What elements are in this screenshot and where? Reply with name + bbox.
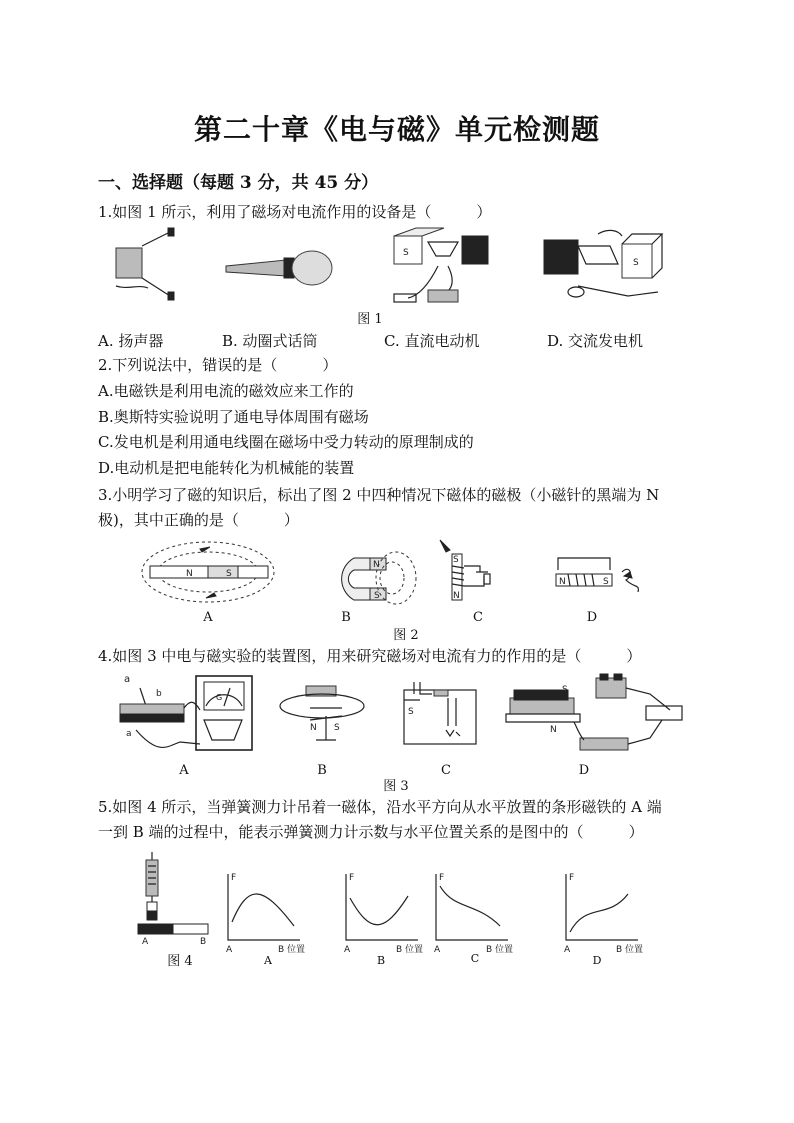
svg-text:a: a xyxy=(126,729,132,739)
svg-text:N: N xyxy=(186,569,193,579)
svg-text:N: N xyxy=(373,560,380,570)
fig4-graph-b xyxy=(344,873,423,955)
motor-magnet-left-top xyxy=(394,228,444,236)
q2-option-c: C.发电机是利用通电线圈在磁场中受力转动的原理制成的 xyxy=(98,433,474,451)
fig4-axis-f-label: F xyxy=(349,873,355,883)
mic-handle xyxy=(226,260,286,276)
svg-text:A: A xyxy=(142,937,149,947)
fig3-b-oersted-apparatus xyxy=(280,686,364,740)
section-heading: 一、选择题（每题 3 分，共 45 分） xyxy=(98,173,379,193)
generator-coil xyxy=(578,246,618,264)
fig2-d-coil xyxy=(556,558,638,592)
fig3-a-induction-apparatus xyxy=(120,674,252,750)
q2-option-a: A.电磁铁是利用电流的磁效应来工作的 xyxy=(98,382,354,400)
fig3-label-c: C xyxy=(441,763,451,778)
speaker-mount-top xyxy=(168,228,174,236)
figure-2-caption: 图 2 xyxy=(393,628,419,643)
speaker-magnet xyxy=(116,248,142,278)
fig4-axis-b-label: B 位置 xyxy=(278,945,306,955)
q1-option-b: B. 动圈式话筒 xyxy=(222,332,318,350)
svg-text:S: S xyxy=(603,577,609,587)
svg-text:S: S xyxy=(334,723,340,733)
svg-text:S: S xyxy=(374,591,380,601)
fig3-d-motor-model xyxy=(506,674,682,750)
figure-3 xyxy=(110,670,690,762)
motor-magnet-right xyxy=(462,236,488,264)
svg-text:S: S xyxy=(562,685,568,695)
fig3-c-electromagnet xyxy=(404,682,476,744)
q1-option-d: D. 交流发电机 xyxy=(547,332,644,350)
fig4-spring-scale-setup xyxy=(138,852,208,947)
fig4-axis-b-label: B 位置 xyxy=(616,945,644,955)
dc-motor-image xyxy=(394,228,488,302)
fig4-label-a: A xyxy=(264,954,272,967)
motor-battery xyxy=(428,290,458,302)
speaker-image xyxy=(116,228,174,300)
motor-coil xyxy=(428,242,458,256)
fig2-label-d: D xyxy=(586,610,598,625)
figure-3-caption: 图 3 xyxy=(383,779,409,794)
speaker-wire xyxy=(116,286,148,288)
fig4-label-d: D xyxy=(592,954,602,967)
svg-text:N: N xyxy=(550,725,557,735)
fig4-graph-a xyxy=(226,873,305,955)
svg-text:a: a xyxy=(124,674,131,685)
fig4-axis-b-label: B 位置 xyxy=(396,945,424,955)
fig4-graphs xyxy=(220,864,650,964)
fig3-label-b: B xyxy=(317,763,327,778)
fig2-label-a: A xyxy=(203,610,213,625)
svg-text:S: S xyxy=(226,569,232,579)
mic-head xyxy=(292,251,332,285)
q1-option-a: A. 扬声器 xyxy=(98,332,164,350)
fig2-c-solenoid xyxy=(440,540,490,601)
figure-2 xyxy=(140,536,640,608)
question-3-text-line2: 极)，其中正确的是（ ） xyxy=(98,511,299,529)
figure-4-caption: 图 4 xyxy=(167,954,193,969)
q1-option-c: C. 直流电动机 xyxy=(384,332,480,350)
svg-text:N: N xyxy=(310,723,317,733)
fig4-axis-f-label: F xyxy=(569,873,575,883)
fig4-graph-axes xyxy=(346,874,418,940)
svg-text:N: N xyxy=(453,591,460,601)
speaker-cone xyxy=(142,232,170,296)
fig4-axis-f-label: F xyxy=(231,873,237,883)
svg-text:G: G xyxy=(216,693,223,702)
question-4-text: 4.如图 3 中电与磁实验的装置图，用来研究磁场对电流有力的作用的是（ ） xyxy=(98,647,642,665)
fig4-axis-a-label: A xyxy=(344,945,351,955)
question-5-text-line1: 5.如图 4 所示，当弹簧测力计吊着一磁体，沿水平方向从水平放置的条形磁铁的 A 端 xyxy=(98,798,662,816)
svg-text:S: S xyxy=(453,555,459,565)
generator-rotation-arrow xyxy=(598,230,622,236)
fig4-graph-curve xyxy=(232,894,294,926)
fig2-b-u-magnet xyxy=(342,552,416,604)
fig4-graph-curve xyxy=(350,896,408,925)
speaker-mount-bottom xyxy=(168,292,174,300)
question-1-text: 1.如图 1 所示，利用了磁场对电流作用的设备是（ ） xyxy=(98,203,492,221)
q2-option-b: B.奥斯特实验说明了通电导体周围有磁场 xyxy=(98,408,369,426)
q2-option-d: D.电动机是把电能转化为机械能的装置 xyxy=(98,459,355,477)
fig2-a-bar-magnet xyxy=(142,542,274,602)
generator-s-label: S xyxy=(633,258,639,268)
svg-text:b: b xyxy=(156,689,162,699)
fig4-axis-b-label: B 位置 xyxy=(486,945,514,955)
question-5-text-line2: 一到 B 端的过程中，能表示弹簧测力计示数与水平位置关系的是图中的（ ） xyxy=(98,823,644,841)
fig4-graph-axes xyxy=(436,874,508,940)
svg-text:S: S xyxy=(408,707,414,717)
fig4-axis-a-label: A xyxy=(226,945,233,955)
svg-text:B: B xyxy=(200,937,207,947)
fig4-graph-curve xyxy=(440,886,500,926)
generator-output-wires xyxy=(578,286,658,296)
motor-switch xyxy=(394,294,416,302)
fig4-label-b: B xyxy=(376,954,386,967)
ac-generator-image xyxy=(544,230,662,297)
fig3-label-d: D xyxy=(578,763,590,778)
fig3-label-a: A xyxy=(179,763,189,778)
svg-text:N: N xyxy=(559,577,566,587)
fig4-graph-curve xyxy=(570,894,628,932)
question-3-text-line1: 3.小明学习了磁的知识后，标出了图 2 中四种情况下磁体的磁极（小磁针的黑端为 N xyxy=(98,486,660,504)
microphone-image xyxy=(226,251,332,285)
generator-magnet-left xyxy=(544,240,578,274)
fig4-axis-a-label: A xyxy=(564,945,571,955)
figure-1 xyxy=(98,226,688,308)
motor-s-label: S xyxy=(403,248,409,258)
fig2-label-c: C xyxy=(473,610,483,625)
page-title: 第二十章《电与磁》单元检测题 xyxy=(193,113,600,146)
question-2-text: 2.下列说法中，错误的是（ ） xyxy=(98,356,338,374)
fig4-label-c: C xyxy=(470,952,480,965)
generator-rings xyxy=(568,287,584,297)
fig4-graph-axes xyxy=(566,874,638,940)
fig4-graph-d xyxy=(564,873,643,955)
fig4-axis-f-label: F xyxy=(439,873,445,883)
fig4-graph-c xyxy=(434,873,513,955)
fig4-axis-a-label: A xyxy=(434,945,441,955)
figure-1-caption: 图 1 xyxy=(357,312,383,327)
fig2-label-b: B xyxy=(341,610,351,625)
